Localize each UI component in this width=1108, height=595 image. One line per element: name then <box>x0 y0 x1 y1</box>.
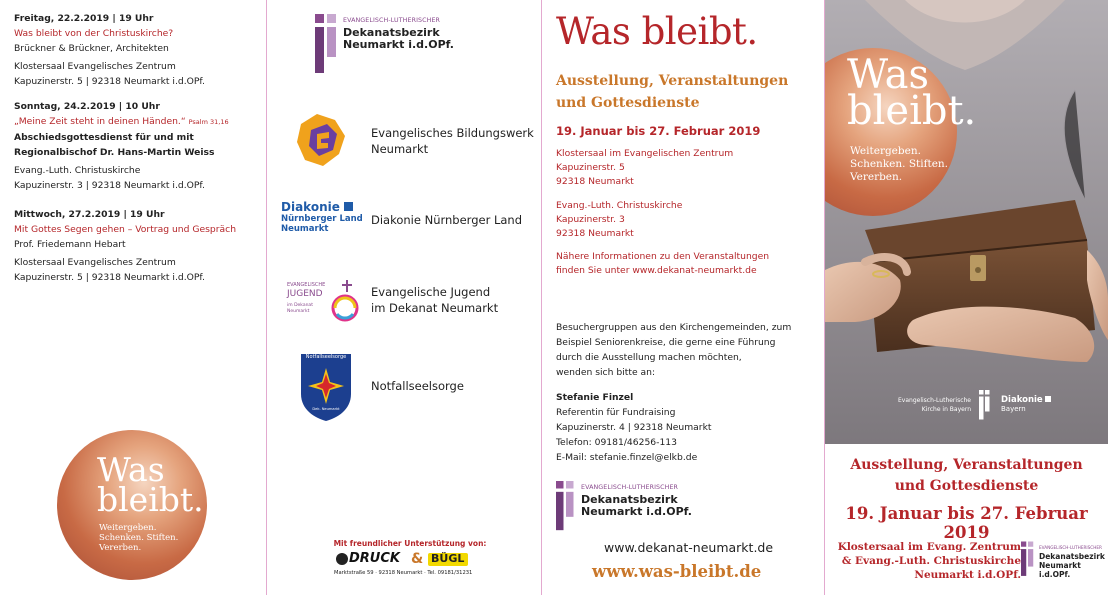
druck-logo: DRUCK <box>349 551 400 566</box>
cover-panel <box>825 0 1108 595</box>
event-speaker-line1: Abschiedsgottesdienst für und mit <box>14 132 194 143</box>
event-speaker: Brückner & Brückner, Architekten <box>14 43 169 54</box>
event-address: Kapuzinerstr. 5 | 92318 Neumarkt i.d.OPf. <box>14 76 205 87</box>
event-venue: Klostersaal Evangelisches Zentrum <box>14 61 176 72</box>
bugl-logo: BÜGL <box>431 552 465 565</box>
subtitle: Ausstellung, Veranstaltungen und Gottesdienste <box>556 73 789 111</box>
diakonie-cross-icon <box>344 202 353 211</box>
page-title: Was bleibt. <box>556 10 758 53</box>
cover-logos: Evangelisch-Lutherische Kirche in Bayern Diakonie Bayern <box>873 394 1103 422</box>
diakonie-word: Diakonie <box>281 200 340 214</box>
event-cite: Psalm 31,16 <box>188 118 229 126</box>
was-bleibt-badge <box>57 430 207 580</box>
dekanat-small-label: EVANGELISCH-LUTHERISCHER <box>343 17 441 24</box>
event-heading: Sonntag, 24.2.2019 | 10 Uhr <box>14 101 160 112</box>
jugend-logo: EVANGELISCHE JUGEND im Dekanat Neumarkt <box>285 278 365 328</box>
sponsor-ampersand: & <box>411 551 424 567</box>
cover-word-bleibt: bleibt. <box>847 88 977 134</box>
cover-venue: Klostersaal im Evang. Zentrum & Evang.-Luth. Christuskirche Neumarkt i.d.OPf. <box>837 541 1021 581</box>
church-label: Evangelisch-Lutherische Kirche in Bayern <box>898 397 971 413</box>
date-range: 19. Januar bis 27. Februar 2019 <box>556 124 761 138</box>
info-panel <box>542 0 825 595</box>
badge-word-was: Was <box>97 450 165 489</box>
elkb-mark-icon <box>975 390 995 420</box>
diakonie-bayern-logo: Diakonie <box>1001 395 1051 405</box>
partner-name-line2: im Dekanat Neumarkt <box>371 301 499 315</box>
partner-notfallseelsorge <box>267 352 541 426</box>
cover-dates: 19. Januar bis 27. Februar 2019 <box>845 504 1088 542</box>
dekanat-mark-icon <box>556 478 576 534</box>
cover-dekanat-logo: EVANGELISCH-LUTHERISCHER Dekanatsbezirk Neumarkt i.d.OPf. <box>1021 541 1107 579</box>
partner-name: Notfallseelsorge <box>371 379 464 393</box>
partner-name-line1: Evangelisches Bildungswerk <box>371 126 534 140</box>
dekanat-url[interactable]: www.dekanat-neumarkt.de <box>604 540 774 555</box>
event-1 <box>14 11 260 89</box>
notfall-logo-top: Notfallseelsorge <box>305 354 347 360</box>
more-info: Nähere Informationen zu den Veranstaltungen finden Sie unter www.dekanat-neumarkt.de <box>556 251 770 276</box>
sponsor-heading: Mit freundlicher Unterstützung von: <box>333 539 487 548</box>
dekanat-logo <box>315 14 515 76</box>
cover-word-was: Was <box>847 52 930 98</box>
partners-panel <box>267 0 541 595</box>
badge-tagline: Weitergeben. Schenken. Stiften. Vererben. <box>99 523 179 553</box>
partner-name-line1: Evangelische Jugend <box>371 285 491 299</box>
partner-diakonie <box>267 198 541 248</box>
dekanat-mark-icon <box>1021 541 1035 577</box>
bildungswerk-puzzle-icon <box>295 110 353 170</box>
notfall-logo-bottom: Dek. Neumarkt <box>312 407 340 411</box>
cover-photo <box>825 0 1108 444</box>
event-address: Kapuzinerstr. 5 | 92318 Neumarkt i.d.OPf. <box>14 272 205 283</box>
partner-bildungswerk <box>267 108 541 178</box>
diakonie-logo: Diakonie Nürnberger Land Neumarkt <box>281 200 363 234</box>
partner-name: Diakonie Nürnberger Land <box>371 213 523 227</box>
event-venue: Klostersaal Evangelisches Zentrum <box>14 257 176 268</box>
events-panel <box>0 0 266 595</box>
event-venue: Evang.-Luth. Christuskirche <box>14 165 141 176</box>
event-title: Was bleibt von der Christuskirche? <box>14 28 174 39</box>
event-speaker-line2: Regionalbischof Dr. Hans-Martin Weiss <box>14 147 215 158</box>
venue-2: Evang.-Luth. Christuskirche Kapuzinerstr. 3 92318 Neumarkt <box>556 200 683 239</box>
dekanat-line2: Neumarkt i.d.OPf. <box>343 38 454 51</box>
event-title: Mit Gottes Segen gehen – Vortrag und Gespräch <box>14 224 237 235</box>
notfall-shield-icon <box>299 352 353 422</box>
groups-text: Besuchergruppen aus den Kirchengemeinden, zum Beispiel Seniorenkreise, die gerne eine Führung durch die Ausstellung machen möchten, wenden sich bitte an: <box>556 322 792 378</box>
contact-email[interactable]: E-Mail: stefanie.finzel@elkb.de <box>556 452 698 463</box>
event-3 <box>14 207 260 285</box>
event-speaker: Prof. Friedemann Hebart <box>14 239 126 250</box>
badge-word-bleibt: bleibt. <box>97 480 204 519</box>
was-bleibt-url[interactable]: www.was-bleibt.de <box>592 562 762 581</box>
venue-1: Klostersaal im Evangelischen Zentrum Kapuzinerstr. 5 92318 Neumarkt <box>556 148 734 187</box>
contact-block: Stefanie Finzel Referentin für Fundraising Kapuzinerstr. 4 | 92318 Neumarkt Telefon: 09181/46256-113 E-Mail: stefanie.finzel@elkb.de <box>556 392 712 463</box>
event-heading: Freitag, 22.2.2019 | 19 Uhr <box>14 13 154 24</box>
event-heading: Mittwoch, 27.2.2019 | 19 Uhr <box>14 209 165 220</box>
dekanat-mark-icon <box>315 14 339 74</box>
event-title: „Meine Zeit steht in deinen Händen.“ <box>14 116 186 127</box>
cover-subtitle: Ausstellung, Veranstaltungen und Gottesdienste <box>850 457 1083 494</box>
event-address: Kapuzinerstr. 3 | 92318 Neumarkt i.d.OPf. <box>14 180 205 191</box>
jugend-cross-circle-icon <box>329 278 361 324</box>
sponsor-address: Marktstraße 59 · 92318 Neumarkt · Tel. 09181/31231 <box>334 570 473 576</box>
contact-name: Stefanie Finzel <box>556 392 634 403</box>
cover-tagline: Weitergeben. Schenken. Stiften. Vererben. <box>850 145 949 183</box>
partner-jugend <box>267 276 541 332</box>
dekanat-logo-small: EVANGELISCH-LUTHERISCHER Dekanatsbezirk Neumarkt i.d.OPf. <box>556 478 756 540</box>
dekanat-line1: Dekanatsbezirk <box>343 26 440 39</box>
event-2 <box>14 99 260 193</box>
partner-name-line2: Neumarkt <box>371 142 429 156</box>
